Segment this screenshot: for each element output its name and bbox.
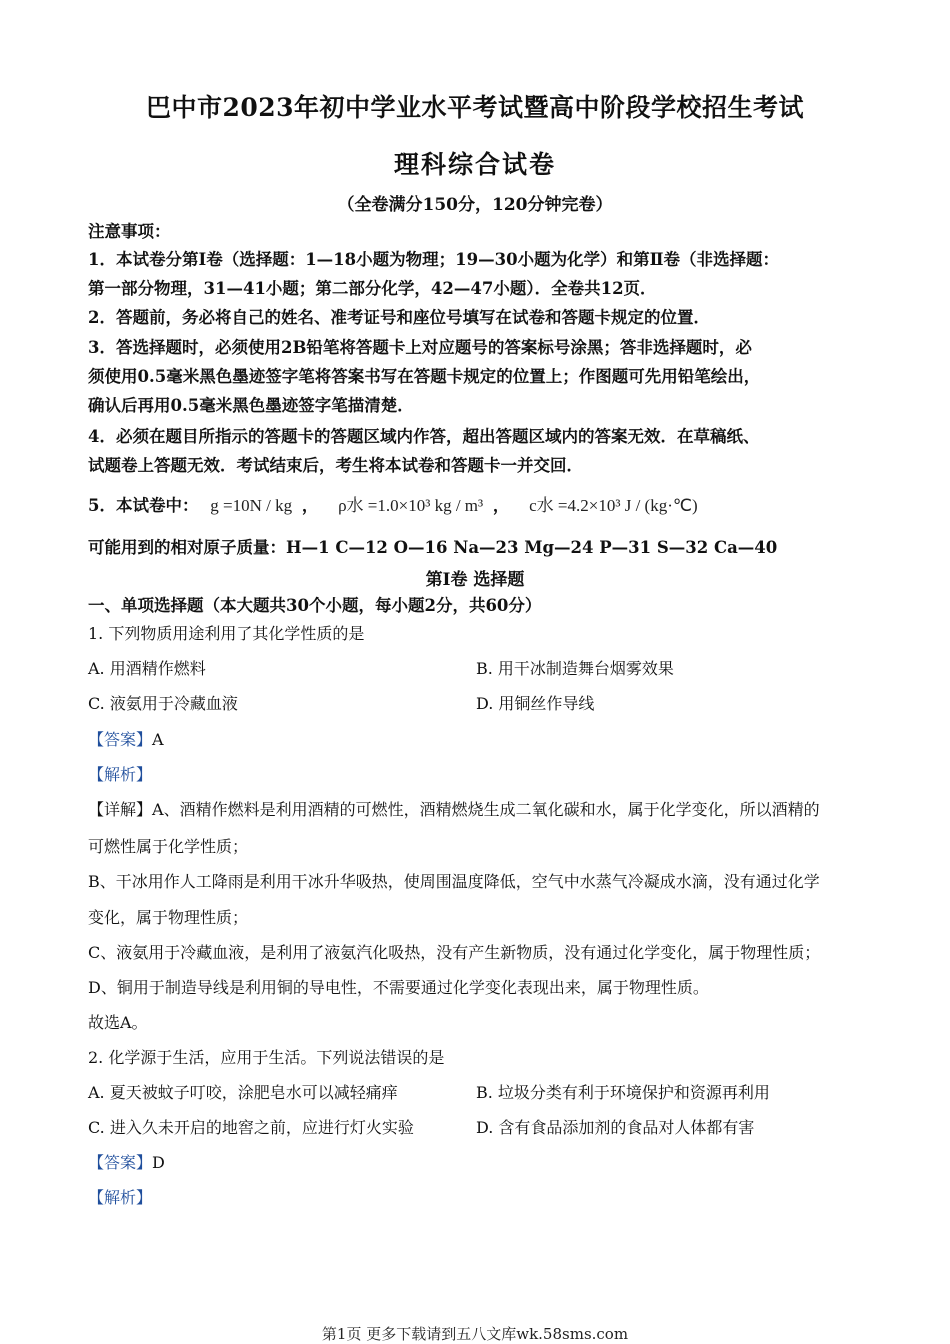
notice-line-4a: 4．必须在题目所指示的答题卡的答题区域内作答，超出答题区域内的答案无效．在草稿纸、 (88, 427, 760, 446)
formula-gravity: g =10N / kg (210, 496, 293, 515)
exam-score-note: （全卷满分150分，120分钟完卷） (337, 195, 613, 215)
notice-heading: 注意事项： (88, 222, 171, 241)
q1-detail-2a: B、干冰用作人工降雨是利用干冰升华吸热，使周围温度降低，空气中水蒸气冷凝成水滴，没有通过化学 (88, 872, 820, 891)
formula-water-heat-capacity: c水 =4.2×10³ J / (kg·℃) (529, 496, 698, 515)
q2-analysis-tag: 【解析】 (88, 1188, 153, 1207)
q1-detail-2b: 变化，属于物理性质； (88, 908, 249, 927)
q1-answer-value: A (152, 730, 164, 749)
notice-line-3a: 3．答选择题时，必须使用2B铅笔将答题卡上对应题号的答案标号涂黑；答非选择题时，必 (88, 338, 752, 357)
notice-line-5-prefix: 5．本试卷中： (88, 496, 199, 515)
formula-water-density: ρ水 =1.0×10³ kg / m³ (338, 496, 484, 515)
page-footer: 第1页 更多下载请到五八文库wk.58sms.com (321, 1325, 629, 1343)
q1-option-a: A. 用酒精作燃料 (88, 659, 206, 678)
exam-title: 巴中市2023年初中学业水平考试暨高中阶段学校招生考试 (145, 93, 805, 122)
q2-option-c: C. 进入久未开启的地窖之前，应进行灯火实验 (88, 1118, 414, 1137)
q2-option-b: B. 垃圾分类有利于环境保护和资源再利用 (476, 1083, 770, 1102)
q1-detail-1b: 可燃性属于化学性质； (88, 837, 249, 856)
q1-option-c: C. 液氨用于冷藏血液 (88, 694, 238, 713)
q1-detail-1a-text: A、酒精作燃料是利用酒精的可燃性，酒精燃烧生成二氧化碳和水，属于化学变化，所以酒精的 (152, 800, 820, 819)
q2-stem: 2. 化学源于生活，应用于生活。下列说法错误的是 (88, 1048, 445, 1067)
q1-detail-3: C、液氨用于冷藏血液，是利用了液氨汽化吸热，没有产生新物质，没有通过化学变化，属于物理性质； (88, 943, 821, 962)
q1-answer (88, 728, 164, 752)
notice-line-4b: 试题卷上答题无效．考试结束后，考生将本试卷和答题卡一并交回． (88, 456, 583, 475)
notice-line-3b: 须使用0.5毫米黑色墨迹签字笔将答案书写在答题卡规定的位置上；作图题可先用铅笔绘出， (88, 367, 761, 386)
notice-line-5: 5．本试卷中： g =10N / kg ， ρ水 =1.0×10³ kg / m³ ， c水 =4.2×10³ J / (kg·℃) (88, 496, 698, 515)
atomic-mass-line: 可能用到的相对原子质量：H—1 C—12 O—16 Na—23 Mg—24 P—31 S—32 Ca—40 (88, 538, 778, 557)
q1-detail-1a (88, 798, 820, 822)
q1-analysis-tag: 【解析】 (88, 765, 153, 784)
q2-option-d: D. 含有食品添加剂的食品对人体都有害 (476, 1118, 755, 1137)
notice-line-2: 2．答题前，务必将自己的姓名、准考证号和座位号填写在试卷和答题卡规定的位置． (88, 308, 710, 327)
notice-line-1a: 1．本试卷分第Ⅰ卷（选择题：1—18小题为物理；19—30小题为化学）和第Ⅱ卷（非选择题： (88, 250, 779, 269)
q2-answer-value: D (152, 1153, 165, 1172)
q2-answer (88, 1151, 165, 1175)
exam-subtitle: 理科综合试卷 (393, 150, 556, 179)
notice-line-3c: 确认后再用0.5毫米黑色墨迹签字笔描清楚． (88, 396, 414, 415)
q1-option-b: B. 用干冰制造舞台烟雾效果 (476, 659, 674, 678)
q1-detail-tag: 【详解】 (88, 800, 153, 819)
q2-answer-tag: 【答案】 (88, 1153, 153, 1172)
q1-option-d: D. 用铜丝作导线 (476, 694, 595, 713)
q1-stem: 1. 下列物质用途利用了其化学性质的是 (88, 624, 365, 643)
part-one-heading: 第Ⅰ卷 选择题 (425, 570, 525, 590)
q2-option-a: A. 夏天被蚊子叮咬，涂肥皂水可以减轻痛痒 (88, 1083, 398, 1102)
q1-conclusion: 故选A。 (88, 1013, 148, 1032)
q1-detail-4: D、铜用于制造导线是利用铜的导电性，不需要通过化学变化表现出来，属于物理性质。 (88, 978, 709, 997)
section-one-heading: 一、单项选择题（本大题共30个小题，每小题2分，共60分） (88, 596, 542, 615)
q1-answer-tag: 【答案】 (88, 730, 153, 749)
notice-line-1b: 第一部分物理，31—41小题；第二部分化学，42—47小题）．全卷共12页． (88, 279, 657, 298)
